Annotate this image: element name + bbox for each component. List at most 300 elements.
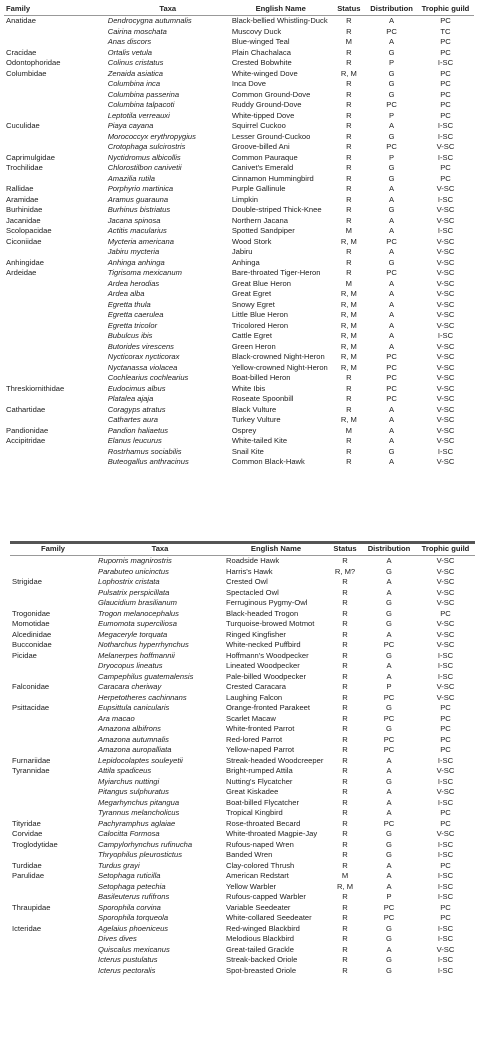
cell-status: R <box>346 58 352 68</box>
cell-family <box>4 289 106 300</box>
cell-family <box>10 567 96 578</box>
table-row <box>10 840 475 851</box>
cell-english-name: Black-headed Trogon <box>226 608 299 618</box>
cell-taxa: Tyrannus melancholicus <box>98 808 180 818</box>
cell-english-name: Turkey Vulture <box>231 415 281 425</box>
cell-taxa: Zenaida asiatica <box>107 68 164 78</box>
cell-trophic-guild: V-SC <box>436 619 455 629</box>
cell-taxa: Actitis macularius <box>107 226 167 236</box>
cell-distribution: A <box>386 629 392 639</box>
cell-family <box>10 892 96 903</box>
table-row <box>10 630 475 641</box>
cell-taxa: Nyctanassa violacea <box>107 362 178 372</box>
cell-trophic-guild: I-SC <box>437 797 454 807</box>
cell-family <box>4 321 106 332</box>
cell-distribution: G <box>386 955 392 965</box>
cell-trophic-guild: V-SC <box>436 247 455 257</box>
cell-distribution: A <box>386 797 392 807</box>
cell-trophic-guild: I-SC <box>437 58 454 68</box>
cell-status: R, M <box>340 352 357 362</box>
cell-family: Ardeidae <box>6 268 37 278</box>
cell-taxa: Bubulcus ibis <box>107 331 153 341</box>
cell-distribution: G <box>386 598 392 608</box>
cell-family <box>4 310 106 321</box>
cell-distribution: PC <box>383 913 395 923</box>
cell-taxa: Thryophilus pleurostictus <box>98 850 182 860</box>
table-row <box>10 819 475 830</box>
cell-english-name: Rufous-capped Warbler <box>226 892 306 902</box>
table-row <box>4 363 474 374</box>
cell-distribution: A <box>389 194 395 204</box>
table-row <box>10 745 475 756</box>
cell-distribution: G <box>386 934 392 944</box>
table-row <box>10 892 475 903</box>
cell-family <box>4 37 106 48</box>
cell-trophic-guild: I-SC <box>437 955 454 965</box>
cell-distribution: G <box>388 257 395 267</box>
cell-distribution: PC <box>386 268 397 278</box>
cell-taxa: Calocitta Formosa <box>98 829 160 839</box>
table-row <box>10 787 475 798</box>
cell-status: R <box>346 47 352 57</box>
table-row <box>10 913 475 924</box>
table-row <box>4 226 474 237</box>
cell-trophic-guild: V-SC <box>436 205 455 215</box>
cell-family: Caprimulgidae <box>6 152 55 162</box>
cell-distribution: PC <box>383 745 395 755</box>
table-row <box>10 640 475 651</box>
cell-distribution: A <box>389 226 395 236</box>
cell-english-name: White-tipped Dove <box>231 110 295 120</box>
cell-family: Momotidae <box>12 619 50 629</box>
cell-family <box>4 247 106 258</box>
cell-trophic-guild: V-SC <box>436 587 455 597</box>
cell-distribution: PC <box>386 362 397 372</box>
table-row <box>4 331 474 342</box>
cell-trophic-guild: I-SC <box>437 839 454 849</box>
cell-distribution: A <box>389 404 395 414</box>
cell-taxa: Icterus pustulatus <box>98 955 158 965</box>
cell-english-name: Yellow Warbler <box>226 881 277 891</box>
cell-status: R <box>342 955 348 965</box>
cell-distribution: P <box>386 892 392 902</box>
cell-status: R <box>342 577 348 587</box>
cell-distribution: A <box>389 247 395 257</box>
cell-trophic-guild: V-SC <box>436 278 455 288</box>
cell-family <box>4 342 106 353</box>
cell-trophic-guild: PC <box>440 818 451 828</box>
cell-english-name: Osprey <box>231 425 257 435</box>
cell-distribution: PC <box>383 902 395 912</box>
cell-distribution: G <box>388 47 395 57</box>
cell-status: R <box>346 404 352 414</box>
cell-family: Aramidae <box>6 194 39 204</box>
table-row <box>4 426 474 437</box>
cell-family <box>10 798 96 809</box>
table-row <box>4 310 474 321</box>
cell-english-name: Snowy Egret <box>231 299 275 309</box>
cell-distribution: A <box>389 37 395 47</box>
table-row <box>10 661 475 672</box>
cell-trophic-guild: V-SC <box>436 142 455 152</box>
cell-family: Icteridae <box>12 923 42 933</box>
cell-distribution: A <box>386 577 392 587</box>
table-row <box>10 703 475 714</box>
cell-taxa: Melanerpes hoffmannii <box>98 650 175 660</box>
cell-trophic-guild: V-SC <box>436 352 455 362</box>
cell-status: R <box>342 556 348 566</box>
cell-taxa: Nycticorax nycticorax <box>107 352 180 362</box>
cell-status: R <box>346 79 352 89</box>
cell-distribution: PC <box>386 383 397 393</box>
table-row <box>10 567 475 578</box>
cell-distribution: P <box>386 682 392 692</box>
cell-status: R <box>346 194 352 204</box>
table-row <box>10 682 475 693</box>
cell-trophic-guild: I-SC <box>437 226 454 236</box>
cell-trophic-guild: V-SC <box>436 829 455 839</box>
cell-english-name: Yellow-crowned Night-Heron <box>231 362 328 372</box>
cell-family: Picidae <box>12 650 37 660</box>
cell-trophic-guild: V-SC <box>436 299 455 309</box>
cell-taxa: Caracara cheriway <box>98 682 162 692</box>
cell-status: R <box>342 766 348 776</box>
cell-taxa: Jacana spinosa <box>107 215 161 225</box>
cell-distribution: G <box>388 89 395 99</box>
cell-taxa: Sporophila corvina <box>98 902 161 912</box>
cell-distribution: G <box>386 703 392 713</box>
cell-trophic-guild: TC <box>440 26 451 36</box>
cell-family: Psittacidae <box>12 703 50 713</box>
cell-status: R <box>346 89 352 99</box>
cell-taxa: Leptotila verreauxi <box>107 110 170 120</box>
cell-taxa: Megaceryle torquata <box>98 629 168 639</box>
cell-english-name: Clay-colored Thrush <box>226 860 295 870</box>
cell-english-name: White-winged Dove <box>231 68 298 78</box>
table-row <box>4 321 474 332</box>
cell-distribution: PC <box>383 713 395 723</box>
cell-taxa: Dendrocygna autumnalis <box>107 16 192 26</box>
cell-english-name: Tropical Kingbird <box>226 808 283 818</box>
cell-status: R <box>342 587 348 597</box>
cell-english-name: Rufous-naped Wren <box>226 839 294 849</box>
table-row <box>10 945 475 956</box>
cell-english-name: White-collared Seedeater <box>226 913 312 923</box>
cell-status: R <box>346 142 352 152</box>
cell-taxa: Turdus grayi <box>98 860 140 870</box>
cell-taxa: Agelaius phoeniceus <box>98 923 169 933</box>
cell-taxa: Ardea herodias <box>107 278 160 288</box>
cell-family <box>10 966 96 977</box>
cell-family: Alcedinidae <box>12 629 52 639</box>
cell-taxa: Pandion haliaetus <box>107 425 169 435</box>
cell-trophic-guild: PC <box>440 713 451 723</box>
table-row <box>4 174 474 185</box>
cell-status: R <box>342 608 348 618</box>
cell-family <box>10 777 96 788</box>
table-row <box>4 300 474 311</box>
cell-taxa: Burhinus bistriatus <box>107 205 171 215</box>
table-row <box>10 934 475 945</box>
cell-family <box>10 693 96 704</box>
cell-english-name: Muscovy Duck <box>231 26 282 36</box>
cell-family <box>10 714 96 725</box>
cell-trophic-guild: V-SC <box>436 766 455 776</box>
cell-distribution: G <box>388 79 395 89</box>
cell-trophic-guild: I-SC <box>437 965 454 975</box>
cell-status: R <box>346 110 352 120</box>
table-row <box>4 132 474 143</box>
cell-family <box>4 373 106 384</box>
table-row <box>4 268 474 279</box>
cell-trophic-guild: V-SC <box>436 682 455 692</box>
cell-trophic-guild: PC <box>440 608 451 618</box>
table-row <box>4 394 474 405</box>
cell-trophic-guild: PC <box>440 100 451 110</box>
cell-taxa: Sporophila torqueola <box>98 913 169 923</box>
cell-status: R <box>346 457 352 467</box>
cell-taxa: Colinus cristatus <box>107 58 164 68</box>
cell-trophic-guild: I-SC <box>437 923 454 933</box>
cell-status: M <box>345 226 352 236</box>
table-row <box>10 766 475 777</box>
cell-taxa: Coragyps atratus <box>107 404 166 414</box>
cell-english-name: Yellow-naped Parrot <box>226 745 295 755</box>
cell-english-name: Cinnamon Hummingbird <box>231 173 314 183</box>
cell-status: R <box>342 640 348 650</box>
cell-taxa: Columbina talpacoti <box>107 100 175 110</box>
cell-status: R <box>346 436 352 446</box>
cell-english-name: Common Black-Hawk <box>231 457 305 467</box>
header-trophic-guild: Trophic guild <box>417 4 474 16</box>
cell-english-name: Crested Owl <box>226 577 268 587</box>
cell-taxa: Dryocopus lineatus <box>98 661 163 671</box>
table-row <box>4 279 474 290</box>
cell-english-name: Red-winged Blackbird <box>226 923 300 933</box>
cell-trophic-guild: PC <box>440 47 451 57</box>
table-row <box>4 58 474 69</box>
cell-family: Columbidae <box>6 68 47 78</box>
cell-taxa: Mycteria americana <box>107 236 174 246</box>
cell-trophic-guild: V-SC <box>436 341 455 351</box>
cell-trophic-guild: PC <box>440 703 451 713</box>
table-row <box>10 808 475 819</box>
cell-status: R <box>342 650 348 660</box>
cell-status: R <box>346 205 352 215</box>
cell-taxa: Eudocimus albus <box>107 383 166 393</box>
cell-status: R <box>342 661 348 671</box>
cell-english-name: Streak-headed Woodcreeper <box>226 755 324 765</box>
cell-english-name: Variable Seedeater <box>226 902 291 912</box>
cell-status: R <box>342 755 348 765</box>
bird-table-part-1 <box>4 4 474 468</box>
cell-family <box>4 331 106 342</box>
cell-status: R, M <box>340 310 357 320</box>
cell-distribution: A <box>386 587 392 597</box>
table-row <box>4 163 474 174</box>
cell-distribution: A <box>389 184 395 194</box>
table-row <box>10 598 475 609</box>
cell-status: R <box>342 787 348 797</box>
table-row <box>10 588 475 599</box>
cell-status: R <box>342 934 348 944</box>
cell-taxa: Egretta tricolor <box>107 320 158 330</box>
cell-family: Scolopacidae <box>6 226 52 236</box>
cell-taxa: Anhinga anhinga <box>107 257 165 267</box>
cell-status: R, M <box>340 68 357 78</box>
cell-status: R <box>342 860 348 870</box>
cell-english-name: Cattle Egret <box>231 331 272 341</box>
cell-status: R <box>342 671 348 681</box>
table-row <box>10 966 475 977</box>
table-body-part-1 <box>4 16 474 468</box>
cell-trophic-guild: I-SC <box>437 881 454 891</box>
cell-english-name: White-throated Magpie-Jay <box>226 829 318 839</box>
cell-taxa: Pulsatrix perspicillata <box>98 587 170 597</box>
cell-distribution: A <box>386 860 392 870</box>
cell-taxa: Megarhynchus pitangua <box>98 797 180 807</box>
cell-trophic-guild: PC <box>440 724 451 734</box>
table-row <box>4 447 474 458</box>
cell-status: R, M <box>340 331 357 341</box>
cell-trophic-guild: PC <box>440 163 451 173</box>
table-row <box>4 373 474 384</box>
table-row <box>4 247 474 258</box>
cell-distribution: A <box>389 16 395 26</box>
cell-trophic-guild: V-SC <box>436 692 455 702</box>
cell-taxa: Egretta caerulea <box>107 310 164 320</box>
bird-table-part-2 <box>10 544 475 976</box>
table-row <box>10 672 475 683</box>
cell-status: R <box>342 598 348 608</box>
cell-family <box>4 300 106 311</box>
cell-taxa: Lophostrix cristata <box>98 577 160 587</box>
cell-distribution: A <box>389 415 395 425</box>
cell-taxa: Eupsittula canicularis <box>98 703 170 713</box>
cell-distribution: G <box>386 850 392 860</box>
cell-distribution: G <box>386 776 392 786</box>
cell-english-name: Hoffmann's Woodpecker <box>226 650 309 660</box>
cell-family <box>10 588 96 599</box>
cell-distribution: A <box>389 425 395 435</box>
cell-trophic-guild: PC <box>440 16 451 26</box>
cell-english-name: Ferruginous Pygmy-Owl <box>226 598 308 608</box>
cell-trophic-guild: I-SC <box>437 850 454 860</box>
table-row <box>4 37 474 48</box>
cell-trophic-guild: V-SC <box>436 257 455 267</box>
cell-english-name: Plain Chachalaca <box>231 47 291 57</box>
cell-taxa: Parabuteo unicinctus <box>98 566 169 576</box>
cell-status: R <box>346 394 352 404</box>
cell-trophic-guild: V-SC <box>436 425 455 435</box>
cell-english-name: Common Ground-Dove <box>231 89 311 99</box>
cell-trophic-guild: V-SC <box>436 184 455 194</box>
cell-taxa: Jabiru mycteria <box>107 247 160 257</box>
cell-taxa: Porphyrio martinica <box>107 184 174 194</box>
cell-trophic-guild: I-SC <box>437 446 454 456</box>
cell-trophic-guild: I-SC <box>437 671 454 681</box>
cell-english-name: Boat-billed Heron <box>231 373 291 383</box>
table-header-row <box>10 544 475 556</box>
cell-family: Rallidae <box>6 184 34 194</box>
cell-family: Tityridae <box>12 818 41 828</box>
cell-taxa: Campephilus guatemalensis <box>98 671 194 681</box>
cell-taxa: Setophaga ruticilla <box>98 871 161 881</box>
cell-english-name: Melodious Blackbird <box>226 934 294 944</box>
cell-family: Burhinidae <box>6 205 43 215</box>
cell-english-name: Great Blue Heron <box>231 278 291 288</box>
cell-distribution: A <box>386 871 392 881</box>
cell-trophic-guild: V-SC <box>436 629 455 639</box>
cell-trophic-guild: V-SC <box>436 383 455 393</box>
cell-distribution: A <box>389 121 395 131</box>
cell-taxa: Butorides virescens <box>107 341 174 351</box>
cell-trophic-guild: PC <box>440 79 451 89</box>
cell-english-name: Canivet's Emerald <box>231 163 294 173</box>
cell-taxa: Ara macao <box>98 713 135 723</box>
table-row <box>4 111 474 122</box>
table-row <box>4 48 474 59</box>
cell-trophic-guild: V-SC <box>436 640 455 650</box>
cell-distribution: P <box>389 152 395 162</box>
cell-family <box>4 352 106 363</box>
cell-family <box>4 100 106 111</box>
cell-english-name: Black Vulture <box>231 404 277 414</box>
cell-status: R <box>346 215 352 225</box>
cell-distribution: G <box>388 131 395 141</box>
cell-english-name: Lineated Woodpecker <box>226 661 300 671</box>
cell-family: Parulidae <box>12 871 45 881</box>
cell-trophic-guild: V-SC <box>436 404 455 414</box>
cell-trophic-guild: I-SC <box>437 892 454 902</box>
cell-taxa: Cairina moschata <box>107 26 167 36</box>
cell-family: Jacanidae <box>6 215 41 225</box>
cell-distribution: PC <box>386 236 397 246</box>
cell-family <box>4 132 106 143</box>
cell-status: R <box>342 944 348 954</box>
cell-distribution: G <box>386 566 392 576</box>
table-row <box>10 693 475 704</box>
cell-distribution: A <box>389 215 395 225</box>
cell-english-name: White-necked Puffbird <box>226 640 301 650</box>
cell-family <box>10 850 96 861</box>
cell-status: M <box>341 871 349 881</box>
cell-status: R, M <box>340 341 357 351</box>
cell-distribution: P <box>389 110 395 120</box>
cell-taxa: Amazona autumnalis <box>98 734 169 744</box>
cell-family <box>4 142 106 153</box>
cell-taxa: Morococcyx erythropygius <box>107 131 196 141</box>
cell-family <box>10 745 96 756</box>
cell-family: Anhingidae <box>6 257 45 267</box>
table-row <box>10 861 475 872</box>
cell-english-name: Great Kiskadee <box>226 787 279 797</box>
cell-english-name: Blue-winged Teal <box>231 37 290 47</box>
cell-status: R <box>342 629 348 639</box>
cell-taxa: Pachyramphus aglaiae <box>98 818 176 828</box>
cell-distribution: A <box>386 766 392 776</box>
cell-distribution: PC <box>383 692 395 702</box>
cell-status: R <box>342 619 348 629</box>
cell-distribution: A <box>386 755 392 765</box>
cell-family: Threskiornithidae <box>6 383 65 393</box>
cell-status: R <box>346 247 352 257</box>
cell-family: Trogonidae <box>12 608 51 618</box>
cell-taxa: Cathartes aura <box>107 415 158 425</box>
cell-taxa: Buteogallus anthracinus <box>107 457 189 467</box>
cell-trophic-guild: V-SC <box>436 268 455 278</box>
cell-family: Cathartidae <box>6 404 46 414</box>
